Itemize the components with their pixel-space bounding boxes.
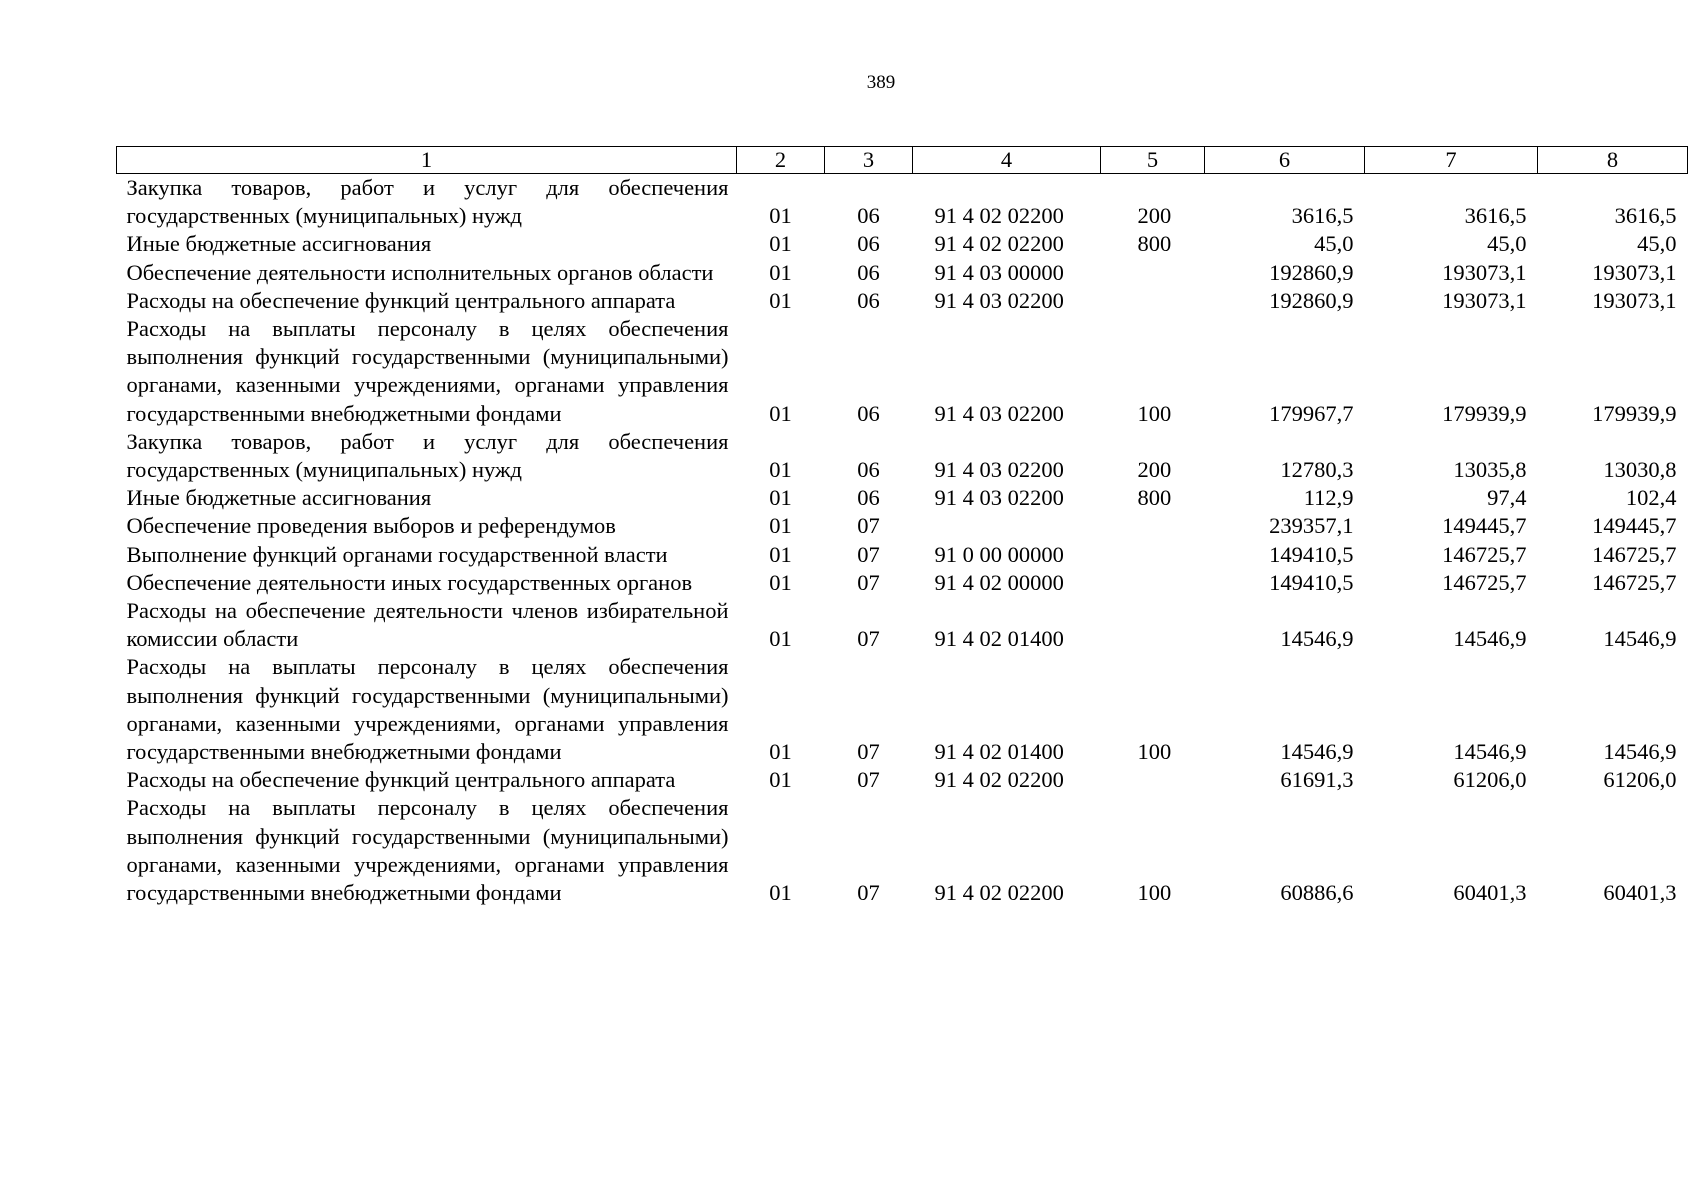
- row-col-5: 800: [1137, 485, 1172, 511]
- row-col-2: 01: [769, 259, 792, 285]
- row-col-6: 45,0: [1314, 231, 1354, 257]
- row-col-2: 01: [769, 541, 792, 567]
- row-col-7: 14546,9: [1453, 739, 1527, 765]
- row-col-3: 07: [857, 569, 880, 595]
- row-name: Обеспечение деятельности исполнительных органов области: [126, 259, 714, 285]
- row-col-7: 45,0: [1487, 231, 1527, 257]
- row-col-4: 91 4 03 02200: [934, 485, 1064, 511]
- row-col-4: 91 4 02 01400: [934, 739, 1064, 765]
- row-col-4: 91 4 02 02200: [934, 231, 1064, 257]
- table-row: [117, 428, 1688, 484]
- row-col-2: 01: [769, 767, 792, 793]
- row-col-2: 01: [769, 203, 792, 229]
- row-col-3: 07: [857, 767, 880, 793]
- row-col-4: 91 0 00 00000: [934, 541, 1064, 567]
- row-col-8: 179939,9: [1592, 400, 1677, 426]
- row-col-5: [1101, 512, 1205, 540]
- row-col-7: 146725,7: [1442, 569, 1527, 595]
- row-col-8: 146725,7: [1592, 541, 1677, 567]
- row-col-2: 01: [769, 880, 792, 906]
- table-row: [117, 766, 1688, 794]
- row-col-5: [1101, 569, 1205, 597]
- row-col-2: 01: [769, 626, 792, 652]
- row-name: Закупка товаров, работ и услуг для обеспечения государственных (муниципальных) нужд: [126, 428, 729, 483]
- row-col-5: [1101, 259, 1205, 287]
- row-col-4: 91 4 02 02200: [934, 767, 1064, 793]
- row-col-3: 06: [857, 203, 880, 229]
- header-col-4: 4: [913, 147, 1101, 174]
- row-col-7: 60401,3: [1453, 880, 1527, 906]
- row-col-6: 61691,3: [1280, 767, 1354, 793]
- row-col-4: 91 4 02 01400: [934, 626, 1064, 652]
- table-row: [117, 569, 1688, 597]
- row-col-8: 60401,3: [1603, 880, 1677, 906]
- row-col-4: 91 4 03 00000: [934, 259, 1064, 285]
- table-row: [117, 259, 1688, 287]
- row-col-3: 06: [857, 457, 880, 483]
- row-col-4: 91 4 03 02200: [934, 287, 1064, 313]
- row-col-7: 3616,5: [1464, 203, 1527, 229]
- row-col-6: 149410,5: [1269, 541, 1354, 567]
- table-row: [117, 597, 1688, 653]
- table-row: [117, 287, 1688, 315]
- row-col-8: 149445,7: [1592, 513, 1677, 539]
- row-col-4: [913, 512, 1101, 540]
- row-col-5: 200: [1137, 203, 1172, 229]
- header-col-1: 1: [117, 147, 737, 174]
- row-name: Иные бюджетные ассигнования: [126, 231, 432, 257]
- row-col-3: 07: [857, 626, 880, 652]
- row-col-3: 06: [857, 259, 880, 285]
- row-col-3: 06: [857, 231, 880, 257]
- row-col-2: 01: [769, 739, 792, 765]
- row-col-6: 239357,1: [1269, 513, 1354, 539]
- row-col-5: [1101, 287, 1205, 315]
- row-col-3: 06: [857, 400, 880, 426]
- table-row: [117, 512, 1688, 540]
- row-col-5: [1101, 541, 1205, 569]
- row-col-6: 192860,9: [1269, 287, 1354, 313]
- header-col-2: 2: [737, 147, 825, 174]
- row-col-6: 14546,9: [1280, 626, 1354, 652]
- row-col-8: 14546,9: [1603, 626, 1677, 652]
- row-col-7: 97,4: [1487, 485, 1527, 511]
- row-col-4: 91 4 02 02200: [934, 203, 1064, 229]
- row-col-4: 91 4 03 02200: [934, 400, 1064, 426]
- table-body: [117, 174, 1688, 908]
- row-col-8: 193073,1: [1592, 287, 1677, 313]
- row-col-6: 12780,3: [1280, 457, 1354, 483]
- row-col-3: 07: [857, 541, 880, 567]
- header-row: [117, 147, 1688, 174]
- row-col-8: 193073,1: [1592, 259, 1677, 285]
- table-row: [117, 653, 1688, 766]
- budget-table: [116, 146, 1688, 907]
- row-col-8: 45,0: [1637, 231, 1677, 257]
- table-row: [117, 174, 1688, 231]
- row-col-3: 06: [857, 485, 880, 511]
- page-number: 389: [866, 72, 896, 93]
- row-col-2: 01: [769, 400, 792, 426]
- row-name: Закупка товаров, работ и услуг для обеспечения государственных (муниципальных) нужд: [126, 175, 729, 229]
- row-col-2: 01: [769, 457, 792, 483]
- row-col-6: 60886,6: [1280, 880, 1354, 906]
- row-name: Расходы на выплаты персоналу в целях обеспечения выполнения функций государственными (муниципальными) органами, казенными учреждениями, органами управления государственными внебюджетными фондами: [126, 316, 729, 426]
- row-col-5: 100: [1137, 880, 1172, 906]
- row-name: Обеспечение деятельности иных государственных органов: [126, 569, 693, 595]
- row-col-7: 179939,9: [1442, 400, 1527, 426]
- row-name: Расходы на обеспечение функций центрального аппарата: [126, 287, 676, 313]
- row-col-2: 01: [769, 485, 792, 511]
- table-row: [117, 484, 1688, 512]
- row-name: Иные бюджетные ассигнования: [126, 485, 432, 511]
- row-col-6: 192860,9: [1269, 259, 1354, 285]
- header-col-8: 8: [1538, 147, 1688, 174]
- row-name: Выполнение функций органами государственной власти: [126, 541, 668, 567]
- row-col-7: 193073,1: [1442, 287, 1527, 313]
- row-col-7: 61206,0: [1453, 767, 1527, 793]
- row-col-6: 179967,7: [1269, 400, 1354, 426]
- row-col-8: 14546,9: [1603, 739, 1677, 765]
- row-col-5: 100: [1137, 739, 1172, 765]
- row-col-8: 3616,5: [1614, 203, 1677, 229]
- row-col-3: 06: [857, 287, 880, 313]
- row-col-5: [1101, 766, 1205, 794]
- row-col-5: 200: [1137, 457, 1172, 483]
- row-col-2: 01: [769, 231, 792, 257]
- row-col-8: 13030,8: [1603, 457, 1677, 483]
- header-col-7: 7: [1365, 147, 1538, 174]
- row-col-7: 13035,8: [1453, 457, 1527, 483]
- header-col-6: 6: [1205, 147, 1365, 174]
- row-col-8: 102,4: [1625, 485, 1677, 511]
- row-col-3: 07: [857, 513, 880, 539]
- row-col-4: 91 4 02 00000: [934, 569, 1064, 595]
- table-row: [117, 230, 1688, 258]
- row-col-5: [1101, 597, 1205, 653]
- row-col-7: 14546,9: [1453, 626, 1527, 652]
- header-col-3: 3: [825, 147, 913, 174]
- row-col-6: 14546,9: [1280, 739, 1354, 765]
- table-row: [117, 541, 1688, 569]
- table-row: [117, 794, 1688, 907]
- row-col-4: 91 4 03 02200: [934, 457, 1064, 483]
- row-col-2: 01: [769, 513, 792, 539]
- row-name: Расходы на выплаты персоналу в целях обеспечения выполнения функций государственными (муниципальными) органами, казенными учреждениями, органами управления государственными внебюджетными фондами: [126, 654, 729, 765]
- row-col-6: 112,9: [1303, 485, 1354, 511]
- row-col-8: 61206,0: [1603, 767, 1677, 793]
- row-col-4: 91 4 02 02200: [934, 880, 1064, 906]
- row-col-6: 149410,5: [1269, 569, 1354, 595]
- row-name: Расходы на обеспечение деятельности членов избирательной комиссии области: [126, 598, 729, 652]
- row-name: Расходы на обеспечение функций центрального аппарата: [126, 767, 676, 793]
- row-col-7: 146725,7: [1442, 541, 1527, 567]
- row-col-3: 07: [857, 739, 880, 765]
- row-col-2: 01: [769, 287, 792, 313]
- row-name: Обеспечение проведения выборов и референдумов: [126, 513, 616, 539]
- header-col-5: 5: [1101, 147, 1205, 174]
- row-col-5: 800: [1137, 231, 1172, 257]
- table-row: [117, 315, 1688, 428]
- row-col-8: 146725,7: [1592, 569, 1677, 595]
- row-col-7: 149445,7: [1442, 513, 1527, 539]
- row-col-6: 3616,5: [1291, 203, 1354, 229]
- row-col-5: 100: [1137, 400, 1172, 426]
- row-col-7: 193073,1: [1442, 259, 1527, 285]
- row-col-2: 01: [769, 569, 792, 595]
- row-name: Расходы на выплаты персоналу в целях обеспечения выполнения функций государственными (муниципальными) органами, казенными учреждениями, органами управления государственными внебюджетными фондами: [126, 795, 729, 906]
- row-col-3: 07: [857, 880, 880, 906]
